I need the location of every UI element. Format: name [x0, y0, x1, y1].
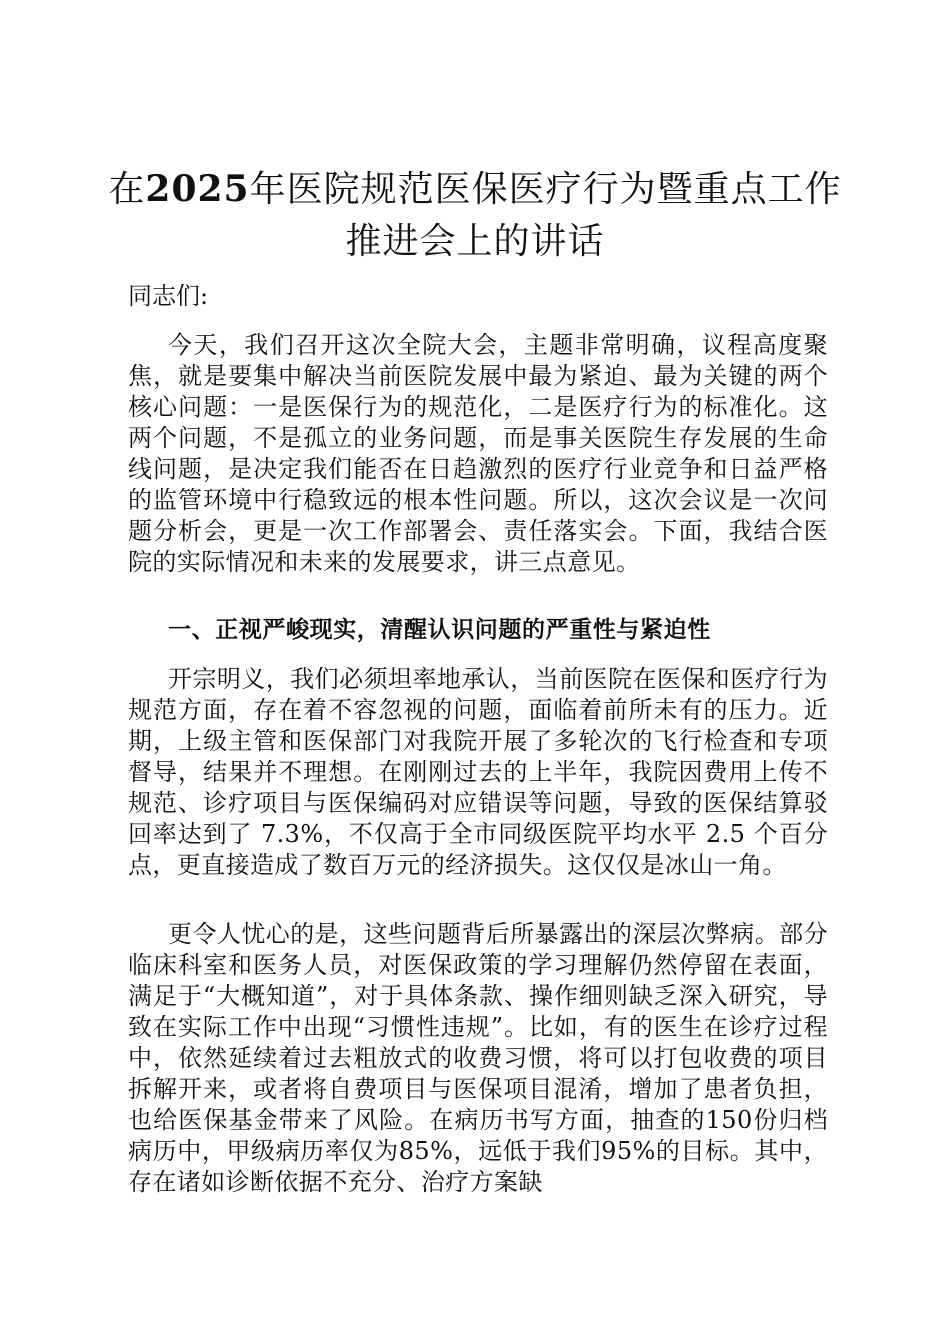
title-prefix: 在	[108, 169, 146, 210]
section-heading-1: 一、正视严峻现实，清醒认识问题的严重性与紧迫性	[168, 616, 711, 643]
paragraph-section1-b: 更令人忧心的是，这些问题背后所暴露出的深层次弊病。部分临床科室和医务人员，对医保政策的学习理解仍然停留在表面，满足于“大概知道”，对于具体条款、操作细则缺乏深入研究，导致在实际工作中出现“习惯性违规”。比如，有的医生在诊疗过程中，依然延续着过去粗放式的收费习惯，将可以打包收费的项目拆解开来，或者将自费项目与医保项目混淆，增加了患者负担，也给医保基金带来了风险。在病历书写方面，抽查的150份归档病历中，甲级病历率仅为85%，远低于我们95%的目标。其中，存在诸如诊断依据不充分、治疗方案缺	[128, 920, 828, 1196]
title-year: 2025	[145, 168, 250, 210]
title-line1-rest: 年医院规范医保医疗行为暨重点工作	[249, 169, 842, 210]
title-line2: 推进会上的讲话	[345, 221, 605, 262]
document-title	[100, 163, 850, 268]
salutation: 同志们:	[128, 282, 209, 310]
paragraph-intro: 今天，我们召开这次全院大会，主题非常明确，议程高度聚焦，就是要集中解决当前医院发展中最为紧迫、最为关键的两个核心问题：一是医保行为的规范化，二是医疗行为的标准化。这两个问题，不是孤立的业务问题，而是事关医院生存发展的生命线问题，是决定我们能否在日趋激烈的医疗行业竞争和日益严格的监管环境中行稳致远的根本性问题。所以，这次会议是一次问题分析会，更是一次工作部署会、责任落实会。下面，我结合医院的实际情况和未来的发展要求，讲三点意见。	[128, 331, 828, 576]
paragraph-section1-a: 开宗明义，我们必须坦率地承认，当前医院在医保和医疗行为规范方面，存在着不容忽视的问题，面临着前所未有的压力。近期，上级主管和医保部门对我院开展了多轮次的飞行检查和专项督导，结果并不理想。在刚刚过去的上半年，我院因费用上传不规范、诊疗项目与医保编码对应错误等问题，导致的医保结算驳回率达到了 7.3%，不仅高于全市同级医院平均水平 2.5 个百分点，更直接造成了数百万元的经济损失。这仅仅是冰山一角。	[128, 665, 828, 879]
